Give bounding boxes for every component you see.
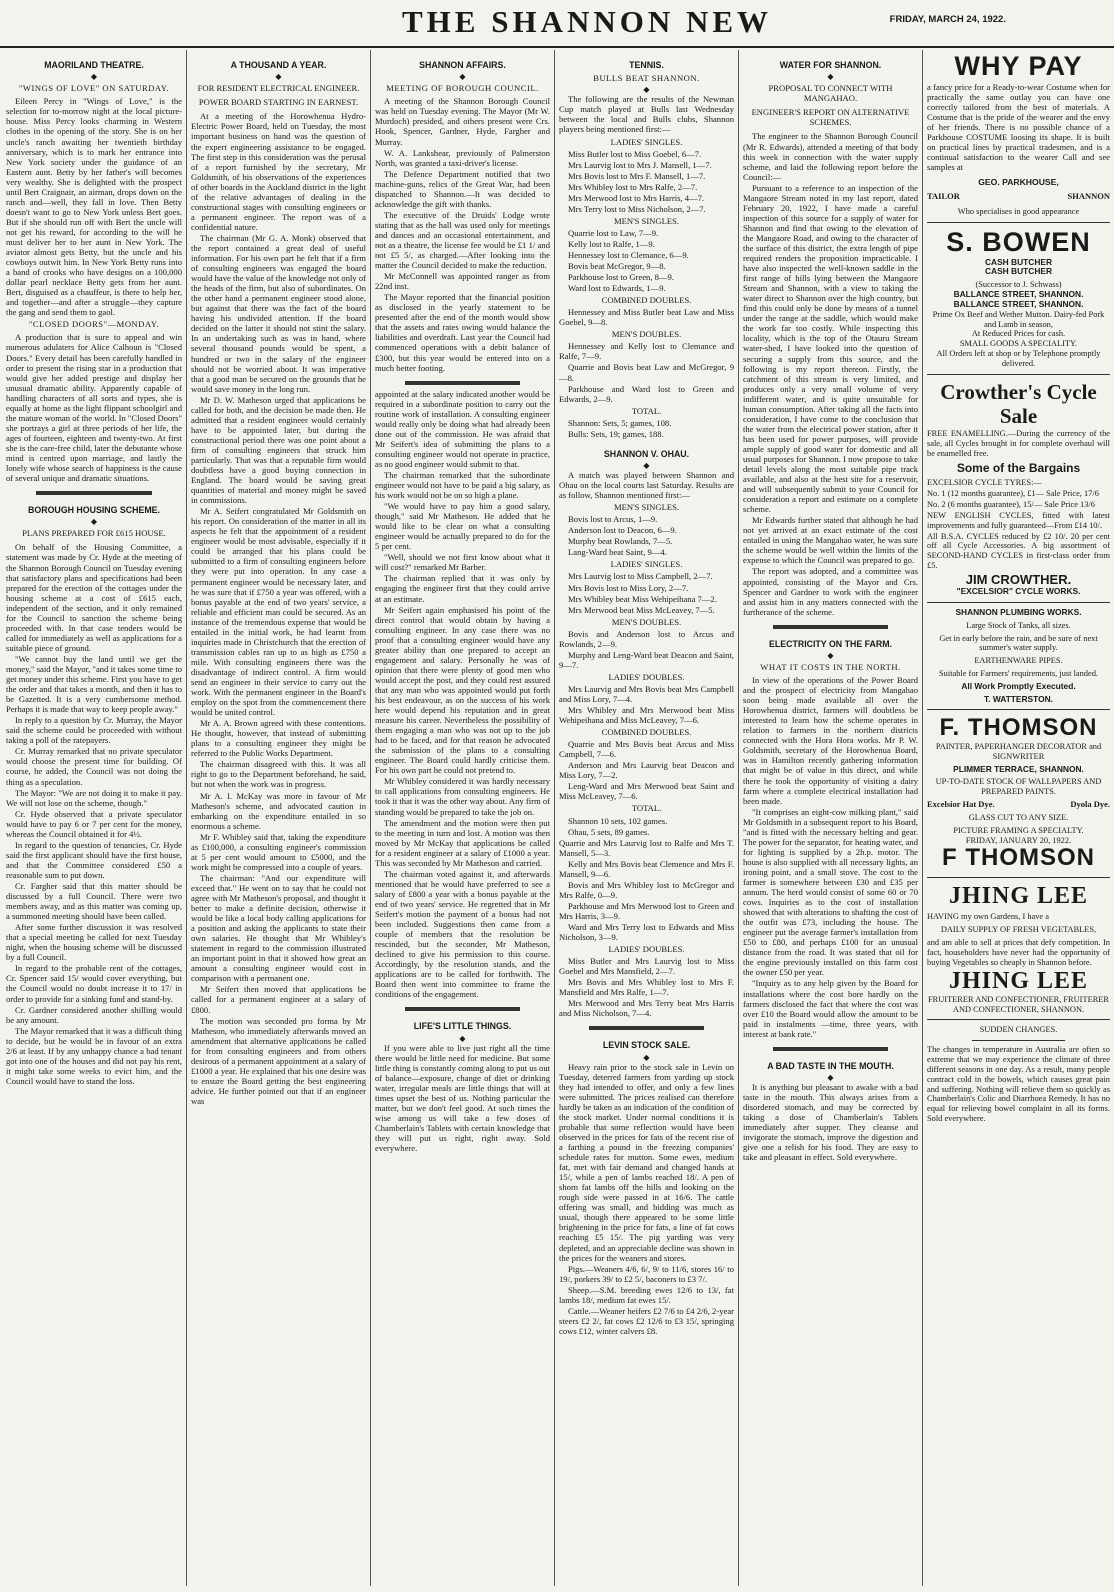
result-line: Miss Butler lost to Miss Goebel, 6—7. (568, 148, 702, 159)
ad-parkhouse-name: GEO. PARKHOUSE, (978, 177, 1059, 188)
paragraph: Mr D. W. Matheson urged that applications be called for both, and the decision be made then. He admitted that a resident engineer would certainly have to be appointed later, but during the constructional period there was one point about a firm of consulting engineers that struck him particularly. That was that a reputable firm would doubtless have a good buying connection in England. The board would be saving great quantities of material and money might be saved in commissions. (191, 394, 366, 506)
results-list (559, 307, 734, 327)
issue-date: FRIDAY, MARCH 24, 1922. (889, 14, 1006, 25)
article-heading: SHANNON V. OHAU. (603, 448, 690, 459)
results-heading: TOTAL. (631, 803, 662, 814)
article-subheading: PROPOSAL TO CONNECT WITH MANGAHAO. (768, 83, 893, 104)
ad-divider (927, 374, 1110, 375)
ornament: ◆ (643, 1052, 650, 1062)
article-heading: ELECTRICITY ON THE FARM. (769, 638, 892, 649)
results-heading: LADIES' DOUBLES. (608, 944, 685, 955)
ad-divider (972, 1040, 1065, 1041)
newspaper-title: THE SHANNON NEW (402, 4, 773, 39)
paragraph: The Mayor remarked that it was a difficult thing to decide, but he would be in favour of an extra 2/6 at least. If by any unhappy chance a bad tenant got into one of the houses and did not pay his rent, it might take some weeks to evict him, and the Council would have to stand the loss. (6, 1025, 182, 1086)
adverts-column (923, 50, 1114, 1586)
paragraph: If you were able to live just right all the time there would be little need for medicine. But some little thing is constantly coming along to put us out of balance—exposure, change of diet or drinking water, irregular meals are little things that will at times upset the best of us. Nothing particular the matter, but we don't feel good. At such times the wise among us will take a few doses of Chamberlain's Tablets with certain knowledge that they will put us right, right away. Sold everywhere. (375, 1042, 550, 1154)
paragraph: In regard to the question of tenancies, Cr. Hyde said the first applicant should have the first house, and that the Committee considered £50 a reasonable sum to put down. (6, 839, 182, 880)
ornament: ◆ (90, 72, 98, 82)
result-line: Ward and Mrs Terry lost to Edwards and Miss Nicholson, 3—9. (559, 921, 734, 943)
ad-thomson-line: UP-TO-DATE STOCK OF WALLPAPERS AND PREPARED PAINTS. (935, 777, 1102, 797)
ad-crowther-tagline: "EXCELSIOR" CYCLE WORKS. (956, 586, 1081, 597)
results-list (559, 816, 734, 837)
results-list (559, 739, 734, 801)
paragraph: Mr McConnell was appointed ranger as from 22nd inst. (375, 271, 550, 292)
ad-bowen-line: CASH BUTCHER (985, 266, 1052, 277)
ad-jhinglee-title: JHING LEE (948, 882, 1089, 909)
column-5 (739, 50, 922, 1586)
ad-thomson-line: GLASS CUT TO ANY SIZE. (968, 812, 1069, 822)
result-line: Mrs Merwood beat Miss McLeavey, 7—5. (568, 604, 715, 615)
result-line: Quarrie lost to Law, 7—9. (568, 227, 659, 238)
result-line: Bovis and Anderson lost to Arcus and Rowlands, 2—9. (559, 628, 734, 649)
paragraph: The report was adopted, and a committee was appointed, consisting of the Mayor and Crs. Spencer and Gardner to work with the engineer and assist him in any matters connected with the furtherance of the scheme. (743, 566, 918, 617)
paragraph: The amendment and the motion were then put to the meeting in turn and lost. A motion was then moved by Mr McKay that applications be called for a resident engineer at a salary of £1000 a year. This was seconded by Mr Matheson and carried. (375, 817, 550, 868)
paragraph: The chairman disagreed with this. It was all right to go to the Department beforehand, he said, but not when the work was in progress. (191, 759, 366, 790)
ad-thomson-dyes (927, 800, 1110, 810)
ad-parkhouse-left: TAILOR (927, 191, 960, 202)
ornament: ◆ (827, 651, 834, 660)
ad-plumbing-line: EARTHENWARE PIPES. (974, 656, 1063, 666)
paragraph: Quarrie and Mrs Laurvig lost to Ralfe and Mrs T. Mansell, 5—3. (559, 837, 734, 858)
ornament: ◆ (90, 517, 98, 527)
result-line: Miss Butler and Mrs Laurvig lost to Miss Goebel and Mrs Mansfield, 2—7. (559, 956, 734, 977)
paragraph: Sheep.—S.M. breeding ewes 12/6 to 13/, fat lambs 18/, medium fat ewes 15/. (559, 1284, 734, 1305)
results-list (559, 149, 734, 214)
results-list (559, 629, 734, 670)
paragraph: On behalf of the Housing Committee, a statement was made by Cr. Hyde at the meeting of the Shannon Borough Council on Tuesday evening that satisfactory plans and specifications had been prepared for the erection of the cottages under the housing scheme at a cost of £615 each, independent of the section, and it only remained for the Council to sanction the scheme being proceeded with. In that case tenders would be called for immediately as well as applications for a suitable piece of ground. (6, 542, 182, 653)
results-heading: MEN'S DOUBLES. (611, 329, 682, 340)
result-line: Anderson and Mrs Laurvig beat Deacon and Miss Lory, 7—2. (559, 760, 734, 781)
ad-bowen-line: At Reduced Prices for cash. (971, 329, 1066, 339)
results-list (559, 341, 734, 403)
article-heading: A BAD TASTE IN THE MOUTH. (767, 1060, 894, 1071)
paragraph: "Inquiry as to any help given by the Board for installations where the cost bore hardly on the farmers disclosed the fact that where the cost was over £10 the Board would allow the amount to be paid in instalments —time, three years, with interest at bank rate." (743, 978, 918, 1039)
ad-thomson-title-repeat: F THOMSON (942, 844, 1095, 872)
ornament: ◆ (459, 1033, 466, 1043)
ad-thomson-dye-a: Excelsior Hat Dye. (927, 799, 995, 809)
result-line: Mrs Whibley beat Miss Wehipeihana 7—2. (568, 593, 717, 604)
ad-plumbing-title: SHANNON PLUMBING WORKS. (955, 606, 1082, 617)
article-subheading: POWER BOARD STARTING IN EARNEST. (198, 97, 359, 108)
ornament: ◆ (827, 1073, 834, 1083)
result-line: Mrs Bovis and Mrs Whibley lost to Mrs F. Mansfield and Mrs Ralfe, 1—7. (559, 977, 734, 998)
paragraph: The motion was seconded pro forma by Mr Matheson, who immediately afterwards moved an amendment that alternative applications be called for from consulting engineers and from others desirous of a permanent appointment at a salary of £1000 a year. He explained that his one desire was to ensure the Board getting the best engineering advice. He further pointed out that if an engineer was (191, 1015, 366, 1106)
ad-bowen-line: Prime Ox Beef and Wether Mutton. Dairy-fed Pork and Lamb in season, (932, 309, 1105, 329)
result-line: Mrs Bovis lost to Miss Lory, 2—7. (568, 582, 689, 593)
ad-plumbing-line: Large Stock of Tanks, all sizes. (966, 620, 1071, 630)
ad-jhinglee-title-repeat: JHING LEE (948, 968, 1089, 995)
result-line: Mrs Terry lost to Miss Nicholson, 2—7. (568, 203, 706, 214)
paragraph: Mr A. Seifert congratulated Mr Goldsmith on his report. On consideration of the matter in all its aspects he felt that the appointment of a resident engineer would be most advisable, especially if it could be arranged that his plans could be submitted to a firm of consulting engineers before they were put into operation. In any case a permanent engineer would be necessary later, and he was sure that if £750 a year was offered, with a bonus payable at the end of two years' service, a reliable and efficient man could be secured. As an instance of the tremendous expense that would be entailed in the initial work, he had learnt from inquiries made in Christchurch that the erection of transmission cables ran up to as high as £750 a mile. With consulting engineers there was the disadvantage of indirect control. A firm would send an engineer in their service to carry out the work. With the permanent engineer in the Board's employ on the spot from the commencement there would be united control. (191, 506, 366, 718)
result-line: Kelly and Mrs Bovis beat Clemence and Mrs F. Mansell, 9—6. (559, 858, 734, 879)
paragraph: In reply to a question by Cr. Murray, the Mayor said the scheme could be proceeded with without taking a poll of the ratepayers. (6, 715, 182, 746)
result-line: Hennessey and Kelly lost to Clemance and Ralfe, 7—9. (559, 341, 734, 362)
ad-sudden-changes-text: The changes in temperature in Australia are often so extreme that we may experience the climate of three different seasons in one day. As a result, many people contract cold in the bowels, which causes great pain and suffering. Nothing will relieve them so quickly as Chamberlain's Colic and Diarrhoea Remedy. It has no equal for relieving bowel complaint in all its forms. Sold everywhere. (927, 1045, 1110, 1124)
paragraph: Mr A. I. McKay was more in favour of Mr Matheson's scheme, and advocated caution in embarking on the expenditure entailed in so enormous a scheme. (191, 790, 366, 831)
ad-bowen-line: All Orders left at shop or by Telephone promptly delivered. (936, 349, 1101, 368)
ad-sudden-changes-title: SUDDEN CHANGES. (979, 1025, 1058, 1035)
paragraph: Mr Whibley considered it was hardly necessary to call applications from consulting engineers. He took it that it was the other way about. Any firm of standing would be prepared to take the job on. (375, 776, 550, 817)
column-3 (371, 50, 554, 1586)
ad-jhinglee-line: FRUITERER AND CONFECTIONER, FRUITERER AND CONFECTIONER, SHANNON. (927, 994, 1109, 1014)
article-subheading: WHAT IT COSTS IN THE NORTH. (760, 662, 901, 672)
result-line: Anderson lost to Deacon, 6—9. (568, 525, 677, 536)
section-divider (773, 1047, 888, 1051)
ad-divider (927, 1019, 1110, 1020)
result-line: Bovis lost to Arcus, 1—9. (568, 514, 658, 525)
ad-thomson-line: FRIDAY, JANUARY 20, 1922. (965, 835, 1072, 845)
results-heading: COMBINED DOUBLES. (601, 295, 692, 306)
ad-thomson-line: PAINTER, PAPERHANGER DECORATOR and SIGNWRITER (935, 741, 1102, 761)
result-line: Mrs Bovis lost to Mrs F. Mansell, 1—7. (568, 170, 706, 181)
paragraph: Cattle.—Weaner heifers £2 7/6 to £4 2/6, 2-year steers £2 2/, fat cows £2 12/6 to £3 15/, springing cows £12, winter calvers £8. (559, 1305, 734, 1336)
ad-thomson-line: PLIMMER TERRACE, SHANNON. (953, 763, 1084, 774)
paragraph: A production that is sure to appeal and win numerous adulaters for Alice Calhoun is "Closed Doors." Every detail has been carefully handled in order to present the rising star in a production that would give her added prestige and display her unusual dramatic ability. Apparently capable of handling characters of all sorts and types, she is equally at home as the light flippant schoolgirl and the mature woman of the world. In "Closed Doors" she portrays a girl at three periods of her life, the ages of fourteen, eighteen and twenty-two. At first she is the care-free child, later the debutante whose mind is centred upon marriage, and lastly the lonely wife whose search of happiness is the cause of several unique and dramatic situations. (6, 332, 182, 484)
ad-parkhouse-trade (927, 192, 1110, 202)
paragraph: Mr Seifert then moved that applications be called for a permanent engineer at a salary of £800. (191, 984, 366, 1015)
article-heading: A THOUSAND A YEAR. (230, 60, 327, 70)
ad-bowen-line: SMALL GOODS A SPECIALITY. (959, 339, 1078, 349)
article-heading: MAORILAND THEATRE. (44, 60, 144, 70)
ad-parkhouse-tagline: Who specialises in good appearance (957, 207, 1080, 217)
article-subheading: "CLOSED DOORS"—MONDAY. (28, 319, 160, 330)
result-line: Lang-Ward beat Saint, 9—4. (568, 547, 667, 558)
paragraph: The chairman (Mr G. A. Monk) observed that the report contained a great deal of useful information. For his own part he felt that if a firm of consulting engineers was engaged the board would have the value of the knowledge not only of the heads of the firm, but also of subordinates. On the other hand a permanent engineer stood alone, but against that there was the fact of the board having his undivided attention. If the board decided on the latter it should not stint the salary. In an undertaking such as was in hand, where several thousand pounds would be spent, a hundred or two in the salary of the engineer should not be worried about. It was imperative that a good man be secured on the grounds that he would save money in the long run. (191, 232, 366, 394)
paragraph: Cr. Hyde observed that a private speculator would have to pay 6 or 7 per cent for the money, whereas the Council obtained it for 4½. (6, 808, 182, 839)
ad-divider (927, 602, 1110, 603)
results-list (559, 859, 734, 942)
result-line: Mrs Merwood lost to Mrs Harris, 4—7. (568, 192, 705, 203)
result-line: Mrs Merwood and Mrs Terry beat Mrs Harris and Miss Nicholson, 7—4. (559, 998, 734, 1019)
paragraph: The engineer to the Shannon Borough Council (Mr R. Edwards), attended a meeting of that body this week in connection with the water supply scheme, and laid the following report before the Council:— (743, 131, 918, 182)
paragraph: A match was played between Shannon and Ohau on the local courts last Saturday. Results are as follow, Shannon mentioned first:— (559, 470, 734, 501)
paragraph: "It comprises an eight-cow milking plant," said Mr Goldsmith in a subsequent report to his Board, "and is fitted with the necessary belting and gear. The power for the separator, for heating water, and for lighting is supplied by a 2h.p. motor. The house is also supplied with all necessary lights, an ironing point, and a small stove. The cost to the farmer is somewhere between £30 and £35 per annum. The herd would consist of some 60 or 70 cows. Inquiries as to the cost of installation showed that with alterations to shafting the cost of the outfit was £73, including the house. The engineer put the average farmer's installation from £50 to £80, and perhaps £100 for an unusual distance from the road. It was stated that oil for the engine previously installed on this farm cost the owner £50 per year. (743, 806, 918, 978)
paragraph: Cr. Gardner considered another shilling would be any amount. (6, 1004, 182, 1025)
result-line: Parkhouse and Ward lost to Green and Edwards, 2—9. (559, 383, 734, 404)
result-line: Leng-Ward and Mrs Merwood beat Saint and Miss McLeavey, 7—6. (559, 781, 734, 802)
column-2 (187, 50, 370, 1586)
results-heading: LADIES' SINGLES. (610, 136, 683, 147)
ad-parkhouse-right: SHANNON (1067, 191, 1110, 202)
ad-parkhouse-title: WHY PAY (954, 51, 1083, 81)
paragraph: The following are the results of the Newman Cup match played at Bulls last Wednesday between the local and Bulls clubs, Shannon players being mentioned first:— (559, 94, 734, 135)
paragraph: Heavy rain prior to the stock sale in Levin on Tuesday, deterred farmers from yarding up stock they had intended to offer, and only a few lines were submitted. The prices realised can therefore hardly be taken as an indication of the condition of the stock market. Under normal conditions it is probable that some reflection would have been observed in the prices for fats of the recent rise of a farthing a pound in the freezing companies' schedule rates for mutton. Some ewes, medium fat, met with fair demand and changed hands at 15/, while a pen of lambs reached 18/. A pen of shorn fat lambs off the hills and looking on the rough side were passed in at 16/6. The cattle offering was small, and bidding was much as usual, though there appeared to be some little brightening in the price for fats, a line of fat cows reaching £5 15/. The pig yarding was very depleted, and an appreciable decline was shown in the prices for the weaners and stores. (559, 1061, 734, 1263)
ad-bowen-title: S. BOWEN (946, 226, 1091, 257)
section-divider (773, 625, 888, 629)
results-heading: TOTAL. (631, 405, 662, 416)
results-list (559, 571, 734, 614)
results-list (559, 514, 734, 557)
paragraph: The chairman remarked that the subordinate engineer would not have to be paid a big salary, as his work would not be on so high a plane. (375, 469, 550, 501)
paragraph: Mr A. A. Brown agreed with these contentions. He thought, however, that instead of submitting plans to a consulting engineer they might be referred to the Public Works Department. (191, 718, 366, 759)
article-subheading: BULLS BEAT SHANNON. (593, 73, 700, 84)
paragraph: Cr. Murray remarked that no private speculator would choose the present time for building. Of course, he added, the Council was not doing the thing as a speculation. (6, 746, 182, 787)
ad-thomson-title: F. THOMSON (939, 714, 1098, 742)
ornament: ◆ (459, 72, 466, 82)
result-line: Murphy beat Rowlands, 7—5. (568, 536, 673, 547)
ad-crowther-line: NEW ENGLISH CYCLES, fitted with latest improvements and fully guaranteed—From £14 10/. (927, 510, 1110, 530)
article-heading: TENNIS. (629, 60, 664, 70)
paragraph: Mr F. Whibley said that, taking the expenditure as £100,000, a consulting engineer's commission at 5 per cent would amount to £5000, and the work might be compressed into a couple of years. (191, 831, 366, 872)
article-subheading: ENGINEER'S REPORT ON ALTERNATIVE SCHEMES. (751, 107, 910, 128)
results-heading: COMBINED DOUBLES. (601, 727, 692, 738)
article-heading: BOROUGH HOUSING SCHEME. (28, 505, 160, 516)
result-line: Parkhouse lost to Green, 8—9. (568, 272, 674, 283)
section-divider (405, 381, 520, 385)
result-line: Hennessey and Miss Butler beat Law and Miss Goebel, 9—8. (559, 307, 734, 328)
ad-crowther-line: No. 2 (6 months guarantee), 15/— Sale Price 13/6 (927, 500, 1095, 510)
article-subheading: MEETING OF BOROUGH COUNCIL. (386, 83, 539, 94)
ornament: ◆ (275, 72, 282, 82)
result-line: Hennessey lost to Clemance, 6—9. (568, 249, 689, 260)
result-line: Shannon 10 sets, 102 games. (568, 815, 668, 826)
result-line: Mrs Whibley lost to Mrs Ralfe, 2—7. (568, 181, 698, 192)
article-subheading: PLANS PREPARED FOR £615 HOUSE. (22, 528, 166, 539)
paragraph: "We would have to pay him a good salary, though," said Mr Matheson. He added that he would like to be clear on what a consulting engineer would be actually prepared to do for the 5 per cent. (375, 501, 550, 552)
paragraph: It is anything but pleasant to awake with a bad taste in the mouth. This always arises from a disordered stomach, and may be corrected by taking a dose of Chamberlain's Tablets immediately after supper. They cleanse and invigorate the stomach, improve the digestion and give one a relish for his food. They are easy to take and pleasant in effect. Sold everywhere. (743, 1082, 918, 1163)
article-heading: SHANNON AFFAIRS. (419, 60, 506, 70)
paragraph: Pursuant to a reference to an inspection of the Mangaore Stream noted in my last report, dated February 20, 1922, I have made a careful inspection of this source for a supply of water for Shannon and find that owing to the elevation of the Mangaore Road, and owing to the character of the surface of this district, the extra length of pipe required renders the proposition impracticable. I have also inspected the well-known saddle in the first range of hills lying between the Mangaore Stream and Shannon, with a view to taking the water direct to Shannon over the high country, but find this could only be done by means of a tunnel under the range at the saddle, which would make the work far too costly. While inspecting this locality, which is the top of the Otauru Stream water-shed, I have looked into the question of securing a supply from this source, and the following is my report thereon. Firstly, the catchment of this stream is very limited, and produces only a very small volume of very indifferent water, and is quite unsuitable for human consumption. After taking all the facts into consideration, I have come to the conclusion that the water from the electrical power station, after it has been used for power purposes, will provide ample supply of good water for domestic and all usual purposes for Shannon. I now propose to take detail levels along the most suitable pipe track available, and also at the best site for a reservoir, and will subsequently submit to your Council for consideration a report and estimate on a complete scheme. (743, 182, 918, 515)
ad-crowther-line: FREE ENAMELLING.—During the currency of the sale, all Cycles brought in for complete overhaul will be enamelled free. (927, 428, 1110, 458)
article-heading: WATER FOR SHANNON. (779, 60, 882, 70)
result-line: Quarrie and Bovis beat Law and McGregor, 9—8. (559, 362, 734, 383)
section-divider (405, 1007, 520, 1011)
ad-crowther-line: All B.S.A. CYCLES reduced by £2 10/. 20 per cent off all Cycle Accessories. A big assortment of SECOND-HAND CYCLES in first-class order from £5. (927, 531, 1110, 570)
result-line: Bovis and Mrs Whibley lost to McGregor and Mrs Ralfe, 0—9. (559, 879, 734, 900)
result-line: Ward lost to Edwards, 1—9. (568, 283, 666, 294)
paragraph: The chairman voted against it, and afterwards mentioned that he would have preferred to see a salary of £800 a year with a bonus payable at the end of two years' service. He regretted that in Mr Seifert's motion the payment of a bonus had not been included. Suggestions then came from a couple of members that the resolution be rescinded, but the seconder, Mr Matheson, declined to give his permission to this course. Accordingly, by the resolution stands, and the applications are to be called for forthwith. The Board then went into committee to frame the conditions of the engagement. (375, 868, 550, 1000)
article-subheading: "WINGS OF LOVE" ON SATURDAY. (18, 83, 170, 94)
results-list (559, 684, 734, 725)
paragraph: "We cannot buy the land until we get the money," said the Mayor, "and it takes some time to get money under this scheme. First you have to get the order and that takes a month, and then it has to be Gazetted. It is a very cumbersome method. Perhaps it is made that way to keep people away." (6, 653, 182, 715)
ad-jhinglee-line: and am able to sell at prices that defy competition. In fact, householders have never had the opportunity of buying Vegetables so cheaply in Shannon before. (927, 937, 1110, 967)
ad-jhinglee-line: DAILY SUPPLY OF FRESH VEGETABLES, (940, 925, 1097, 935)
paragraph: After some further discussion it was resolved that a special meeting be called for next Tuesday night, when the housing scheme will be discussed by a full Council. (6, 922, 182, 963)
ad-crowther-line: No. 1 (12 months guarantee), £1— Sale Price, 17/6 (927, 489, 1099, 499)
ad-crowther-name: JIM CROWTHER. (965, 571, 1072, 587)
result-line: Quarrie and Mrs Bovis beat Arcus and Miss Campbell, 7—6. (559, 739, 734, 760)
ad-divider (927, 709, 1110, 710)
results-heading: LADIES' SINGLES. (610, 559, 683, 570)
column-1 (2, 50, 186, 1586)
ad-jhinglee-line: HAVING my own Gardens, I have a (927, 912, 1049, 922)
ad-divider (927, 877, 1110, 878)
ornament: ◆ (827, 72, 834, 82)
results-list (559, 956, 734, 1018)
results-list (559, 418, 734, 439)
paragraph: "Well, should we not first know about what it will cost?" remarked Mr Barber. (375, 552, 550, 573)
paragraph: The executive of the Druids' Lodge wrote stating that as the hall was used only for meetings and dances and an occasional entertainment, and not as a theatre, the license fee would be £1 1/ and not £5 5/, as charged.—After looking into the matter the Council decided to make the reduction. (375, 209, 550, 271)
section-divider (36, 491, 152, 495)
article-subheading: FOR RESIDENT ELECTRICAL ENGINEER. (197, 83, 360, 94)
paragraph: The Defence Department notified that two machine-guns, relics of the Great War, had been dispatched to Shannon.—It was decided to acknowledge the gift with thanks. (375, 168, 550, 209)
result-line: Bovis beat McGregor, 9—8. (568, 261, 666, 272)
ad-bowen-line: CASH BUTCHER (985, 256, 1052, 267)
ad-parkhouse-text: a fancy price for a Ready-to-wear Costume when for practically the same outlay you can have one correctly tailored from the best of materials. A Costume that is the pride of the wearer and the envy of her friends. There is no possible chance of a Parkhouse COSTUME loosing its shape. It is built on practical lines by practical tradesmen, and is a continual satisfaction to the wearer Call and see samples at (927, 81, 1110, 173)
results-heading: LADIES' DOUBLES. (608, 671, 685, 682)
result-line: Mrs Whibley and Mrs Merwood beat Miss Wehipeihana and Miss McLeavey, 7—6. (559, 705, 734, 726)
paragraph: The chairman replied that it was only by engaging the engineer first that they could arrive at an estimate. (375, 573, 550, 604)
article-heading: LEVIN STOCK SALE. (602, 1040, 691, 1051)
ad-plumbing-line: Suitable for Farmers' requirements, just landed. (939, 668, 1098, 678)
ad-bowen-line: BALLANCE STREET, SHANNON. (953, 298, 1084, 309)
ad-crowther-subtitle: Some of the Bargains (956, 461, 1081, 476)
results-heading: MEN'S SINGLES. (613, 215, 680, 226)
masthead (0, 0, 1114, 48)
paragraph: Mr Seifert again emphasised his point of the direct control that would obtain by having a consulting engineer. In any case there was no proof that a consulting engineer would have any greater ability than one prepared to accept an engagement and salary. Personally he was of opinion that there were plenty of good men who would accept the post, and they could rest assured that any man who was appointed would put forth his best endeavour, as on the success of his work here would depend his reputation and in great measure his career. Nevertheless the possibility of them engaging a man who was not up to the job had to be faced, and for that reason he advocated the submission of the plans to a consulting engineer. The Board could hardly criticise them. For his own part he could not pretend to. (375, 604, 550, 776)
paragraph: Eileen Percy in "Wings of Love," is the selection for to-morrow night at the local picture-house. Miss Percy looks charming in Western clothes in the opening of the story. She is on her uncle's ranch awaiting her twentieth birthday anniversary, which is to mark her entrance into New York society under the guidance of an Eastern aunt. Betty by her father's will becomes very wealthy. She is delighted with the prospect until Bert Craignair, an airman, drops down on the ranch and—well, they fall in love. Then Betty doesn't want to go to New York unless Bert goes. But if she should run off with Bert the uncle will not get his reward, for according to the will he must deliver her to her aunt in New York. The aviator almost gets Betty, but the uncle and his cowboys outwit him. In New York Betty runs into a band of crooks who have designs on a 100,000 dollar pearl necklace Betty gets from her aunt. Bert, disguised as a chauffeur, is there to help her, and together—and after a struggle—they capture the gang and send them to gaol. (6, 96, 182, 318)
ad-thomson-dye-b: Dyola Dye. (1070, 799, 1110, 809)
paragraph: In view of the operations of the Power Board and the prospect of electricity from Mangahao soon being made available all over the Horowhenua district, farmers will doubtless be interested to learn how the scheme operates in relation to farmers in the northern districts connected with the Hora Hora works. Mr P. W. Goldsmith, secretary of the Horowhenua Board, was in Hamilton recently gathering information that might be of value in this direct, and while there he took the opportunity of visiting a dairy farm where a complete electrical installation had been made. (743, 675, 918, 806)
result-line: Shannon: Sets, 5; games, 108. (568, 417, 672, 428)
results-heading: MEN'S SINGLES. (613, 502, 680, 513)
section-divider (589, 1026, 704, 1030)
result-line: Mrs Laurvig and Mrs Bovis beat Mrs Campbell and Miss Lory, 7—4. (559, 683, 734, 704)
paragraph: The Mayor: "We are not doing it to make it pay. We will not lose on the scheme, though." (6, 787, 182, 808)
paragraph: W. A. Lankshear, previously of Palmerston North, was granted a taxi-driver's license. (375, 147, 550, 168)
ad-plumbing-line: All Work Promptly Executed. (961, 680, 1076, 691)
result-line: Murphy and Leng-Ward beat Deacon and Saint, 9—7. (559, 649, 734, 670)
result-line: Parkhouse and Mrs Merwood lost to Green and Mrs Harris, 3—9. (559, 900, 734, 921)
ad-bowen-line: (Successor to J. Schwass) (975, 280, 1062, 290)
result-line: Ohau, 5 sets, 89 games. (568, 826, 650, 837)
paragraph: A meeting of the Shannon Borough Council was held on Tuesday evening. The Mayor (Mr W. Murdoch) presided, and others present were Crs. Hook, Spencer, Gardner, Hyde, Fargher and Murray. (375, 96, 550, 147)
ornament: ◆ (643, 85, 650, 95)
paragraph: Mr Edwards further stated that although he had not yet arrived at an exact estimate of the cost entailed in using the Mangahao water, he was sure the scheme would be well within the limits of the expense to which the Council was prepared to go. (743, 515, 918, 566)
result-line: Kelly lost to Ralfe, 1—9. (568, 238, 655, 249)
paragraph: The Mayor reported that the financial position as disclosed in the yearly statement to be presented after the end of the month would show that the assets and rates owing would balance the liabilities and overdraft. Last year the Council had commenced operations with a debit balance of £300, but this year would be entered into on a much better footing. (375, 292, 550, 373)
ad-plumbing-name: T. WATTERSTON. (983, 693, 1053, 704)
result-line: Mrs Laurvig lost to Mrs J. Mansell, 1—7. (568, 159, 712, 170)
ornament: ◆ (643, 461, 650, 471)
column-4 (555, 50, 738, 1586)
paragraph: In regard to the probable rent of the cottages, Cr. Spencer said 15/ would cover everything, but the Council would no doubt increase it to 17/ in order to provide for a sinking fund and stand-by. (6, 963, 182, 1004)
ad-plumbing-line: Get in early before the rain, and be sure of next summer's water supply. (939, 633, 1098, 653)
result-line: Mrs Laurvig lost to Miss Campbell, 2—7. (568, 571, 713, 582)
paragraph: appointed at the salary indicated another would be required in a subordinate position to carry out the routine work of installation. A consulting engineer would really only be doing what had already been done out of the commission. He was afraid that Mr Seifert's idea of submitting the plans to a consulting engineer would not operate in practice, as no good engineer would submit to that. (375, 388, 550, 469)
paragraph: The chairman: "And our expenditure will exceed that." He went on to say that he could not agree with Mr Matheson's proposal, and thought it better to make a definite decision, otherwise it would be like a local body calling applications for a position and asking the applicants to state their own salaries. He thought that Mr Whibley's statement in regard to the commission illustrated an important point in that it showed how great an amount a consulting engineer would cost in comparison with a permanent one. (191, 872, 366, 984)
ad-bowen-line: BALLANCE STREET, SHANNON. (953, 289, 1084, 300)
results-list (559, 228, 734, 293)
ad-crowther-line: EXCELSIOR CYCLE TYRES:— (927, 478, 1042, 488)
ad-crowther-title: Crowther's Cycle Sale (940, 379, 1097, 429)
paragraph: Pigs.—Weaners 4/6, 6/, 9/ to 11/6, stores 16/ to 19/, porkers 39/ to £2 5/, baconers to £3 7/. (559, 1263, 734, 1284)
result-line: Bulls: Sets, 19; games, 188. (568, 428, 664, 439)
results-heading: MEN'S DOUBLES. (611, 616, 682, 627)
paragraph: Cr. Fargher said that this matter should be discussed by a full Council. There were two members away, and as this matter was coming up, a summoned meeting should have been called. (6, 880, 182, 922)
ad-divider (927, 222, 1110, 223)
article-heading: LIFE'S LITTLE THINGS. (413, 1021, 512, 1032)
paragraph: At a meeting of the Horowhenua Hydro-Electric Power Board, held on Tuesday, the most important business on hand was the question of the expert engineering assistance to be engaged. The first step in this consideration was the perusal of a report furnished by the secretary, Mr Goldsmith, of his observations of the experiences of other boards in the Auckland district in the light of the relative advantages of dealing in the constructional stages with consulting engineers or a permanent engineer. The report was of a confidential nature. (191, 111, 366, 232)
ad-thomson-line: PICTURE FRAMING A SPECIALTY. (953, 825, 1084, 835)
